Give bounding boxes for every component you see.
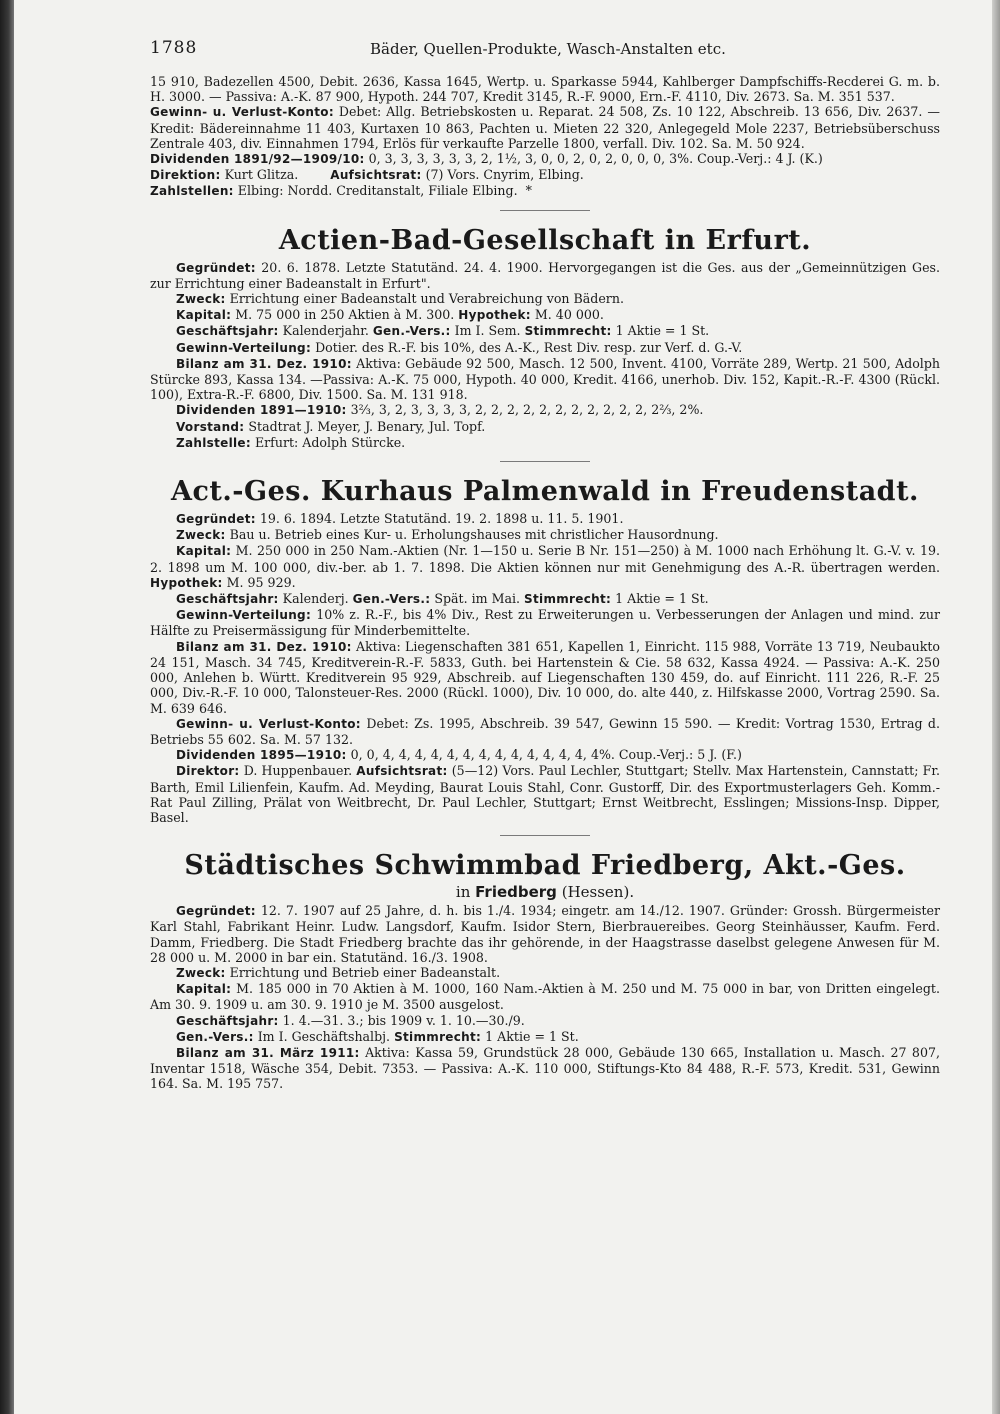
freudenstadt-profit-loss: Gewinn- u. Verlust-Konto: Debet: Zs. 1995, Abschreib. 39 547, Gewinn 15 590. — Kredit: Vortrag 1530, Ertrag d. Betriebs 55 602. Sa. M. 57 132. — [150, 715, 941, 747]
company-title-friedberg: Städtisches Schwimmbad Friedberg, Akt.-Ges. — [184, 850, 906, 882]
book-binding-edge — [0, 0, 14, 1414]
section-freudenstadt — [150, 476, 940, 825]
intro-balance-text: 15 910, Badezellen 4500, Debit. 2636, Kassa 1645, Wertp. u. Sparkasse 5944, Kahlberger Dampfschiffs-Recderei G. m. b. H. 3000. — Passiva: A.-K. 87 900, Hypoth. 244 707, Kredit 3145, R.-F. 9000, Ern.-F. 4110, Div. 2673. Sa. M. 351 537. — [150, 74, 940, 105]
friedberg-capital: Kapital: M. 185 000 in 70 Aktien à M. 1000, 160 Nam.-Aktien à M. 250 und M. 75 000 in bar, von Dritten eingelegt. Am 30. 9. 1909 u. am 30. 9. 1910 je M. 3500 ausgelost. — [150, 981, 940, 1013]
erfurt-dividends: Dividenden 1891—1910: 3⅔, 3, 2, 3, 3, 3, 3, 2, 2, 2, 2, 2, 2, 2, 2, 2, 2, 2, 2⅔, 2%. — [176, 402, 704, 418]
section-erfurt — [150, 225, 940, 451]
intro-profit-loss: Gewinn- u. Verlust-Konto: Debet: Allg. Betriebskosten u. Reparat. 24 508, Zs. 10 122, Abschreib. 13 656, Div. 2637. — Kredit: Bädereinnahme 11 403, Kurtaxen 10 863, Pachten u. Mieten 22 320, Anlegegeld Mole 2237, Betriebsüberschuss Zentrale 403, div. Einnahmen 1794, Erlös für verkaufte Parzelle 1800, verfall. Div. 102. Sa. M. 50 924. — [150, 104, 940, 151]
intro-paying-agents: Zahlstellen: Elbing: Nordd. Creditanstalt, Filiale Elbing. * — [150, 183, 532, 199]
freudenstadt-profit-distribution: Gewinn-Verteilung: 10% z. R.-F., bis 4% Div., Rest zu Erweiterungen u. Verbesserungen der Anlagen und mind. zur Hälfte zu Preisermässigung für Minderbemittelte. — [150, 607, 940, 639]
section-friedberg — [150, 850, 940, 1091]
erfurt-paying-agent: Zahlstelle: Erfurt: Adolph Stürcke. — [176, 434, 406, 450]
erfurt-fiscal-year: Geschäftsjahr: Kalenderjahr. Gen.-Vers.: Im I. Sem. Stimmrecht: 1 Aktie = 1 St. — [176, 323, 710, 339]
erfurt-founded: Gegründet: 20. 6. 1878. Letzte Statutänd. 24. 4. 1900. Hervorgegangen ist die Ges. aus der „Gemeinnützigen Ges. zur Errichtung einer Badeanstalt in Erfurt". — [150, 259, 940, 291]
section-divider — [500, 835, 590, 836]
erfurt-balance: Bilanz am 31. Dez. 1910: Aktiva: Gebäude 92 500, Masch. 12 500, Invent. 4100, Vorräte 289, Wertp. 21 500, Adolph Stürcke 893, Kassa 134. —Passiva: A.-K. 75 000, Hypoth. 40 000, Kredit. 4166, unerhob. Div. 152, Kapit.-R.-F. 4300 (Rückl. 100), Extra-R.-F. 6800, Div. 1500. Sa. M. 131 918. — [150, 355, 941, 403]
page-number: 1788 — [150, 38, 198, 58]
intro-dividends: Dividenden 1891/92—1909/10: 0, 3, 3, 3, 3, 3, 3, 2, 1½, 3, 0, 0, 2, 0, 2, 0, 0, 0, 3%. Coup.-Verj.: 4 J. (K.) — [150, 151, 823, 167]
friedberg-general-meeting: Gen.-Vers.: Im I. Geschäftshalbj. Stimmrecht: 1 Aktie = 1 St. — [176, 1028, 579, 1044]
page-content — [150, 74, 940, 1092]
freudenstadt-capital: Kapital: M. 250 000 in 250 Nam.-Aktien (Nr. 1—150 u. Serie B Nr. 151—250) à M. 1000 nach Erhöhung lt. G.-V. v. 19. 2. 1898 um M. 100 000, div.-ber. ab 1. 7. 1898. Die Aktien können nur mit Genehmigung des A.-R. übertragen werden. Hypothek: M. 95 929. — [150, 543, 940, 590]
freudenstadt-purpose: Zweck: Bau u. Betrieb eines Kur- u. Erholungshauses mit christlicher Hausordnung. — [176, 527, 719, 543]
intro-direction: Direktion: Kurt Glitza. Aufsichtsrat: (7) Vors. Cnyrim, Elbing. — [150, 167, 584, 183]
running-head: Bäder, Quellen-Produkte, Wasch-Anstalten etc. — [370, 40, 726, 58]
erfurt-capital: Kapital: M. 75 000 in 250 Aktien à M. 300. Hypothek: M. 40 000. — [176, 307, 604, 323]
friedberg-founded: Gegründet: 12. 7. 1907 auf 25 Jahre, d. h. bis 1./4. 1934; eingetr. am 14./12. 1907. Gründer: Grossh. Bürgermeister Karl Stahl, Fabrikant Heinr. Ludw. Langsdorf, Kaufm. Isidor Stern, Bierbrauereibes. Georg Steinhäusser, Kaufm. Ferd. Damm, Friedberg. Die Stadt Friedberg brachte das ihr gehörende, in der Haagstrasse daselbst gelegene Anwesen für M. 28 000 u. M. 2000 in bar ein. Statutänd. 16./3. 1908. — [150, 903, 940, 965]
erfurt-board: Vorstand: Stadtrat J. Meyer, J. Benary, Jul. Topf. — [176, 418, 486, 434]
freudenstadt-management: Direktor: D. Huppenbauer. Aufsichtsrat: (5—12) Vors. Paul Lechler, Stuttgart; Stellv. Max Hartenstein, Cannstatt; Fr. Barth, Emil Lilienfein, Kaufm. Ad. Meyding, Baurat Louis Stahl, Conr. Gustorff, Dir. des Exportmusterlagers Geh. Komm.-Rat Paul Zilling, Prälat von Weitbrecht, Dr. Paul Lechler, Stuttgart; Ernst Weitbrecht, Esslingen; Missions-Insp. Dipper, Basel. — [150, 763, 940, 825]
page-header — [140, 38, 940, 62]
friedberg-fiscal-year: Geschäftsjahr: 1. 4.—31. 3.; bis 1909 v. 1. 10.—30./9. — [176, 1012, 525, 1028]
erfurt-purpose: Zweck: Errichtung einer Badeanstalt und Verabreichung von Bädern. — [176, 291, 624, 307]
erfurt-profit-distribution: Gewinn-Verteilung: Dotier. des R.-F. bis 10%, des A.-K., Rest Div. resp. zur Verf. d. G.-V. — [176, 339, 743, 355]
section-divider — [500, 210, 590, 211]
friedberg-balance: Bilanz am 31. März 1911: Aktiva: Kassa 59, Grundstück 28 000, Gebäude 130 665, Installation u. Masch. 27 807, Inventar 1518, Wäsche 354, Debit. 7353. — Passiva: A.-K. 110 000, Stiftungs-Kto 84 488, R.-F. 573, Kredit. 531, Gewinn 164. Sa. M. 195 757. — [150, 1044, 940, 1092]
friedberg-purpose: Zweck: Errichtung und Betrieb einer Badeanstalt. — [176, 964, 501, 980]
freudenstadt-fiscal-year: Geschäftsjahr: Kalenderj. Gen.-Vers.: Spät. im Mai. Stimmrecht: 1 Aktie = 1 St. — [176, 591, 709, 607]
freudenstadt-dividends: Dividenden 1895—1910: 0, 0, 4, 4, 4, 4, 4, 4, 4, 4, 4, 4, 4, 4, 4, 4%. Coup.-Verj.: 5 J. (F.) — [176, 747, 742, 763]
company-title-erfurt: Actien-Bad-Gesellschaft in Erfurt. — [278, 224, 812, 256]
section-continuation — [150, 74, 940, 200]
freudenstadt-founded: Gegründet: 19. 6. 1894. Letzte Statutänd. 19. 2. 1898 u. 11. 5. 1901. — [176, 511, 624, 527]
freudenstadt-balance: Bilanz am 31. Dez. 1910: Aktiva: Liegenschaften 381 651, Kapellen 1, Einricht. 115 988, Vorräte 13 719, Neubaukto 24 151, Masch. 34 745, Kreditverein-R.-F. 5833, Guth. bei Hartenstein & Cie. 58 632, Kassa 4924. — Passiva: A.-K. 250 000, Anlehen b. Württ. Kreditverein 95 929, Abschreib. auf Liegenschaften 130 459, do. auf Einricht. 111 226, R.-F. 25 000, Div.-R.-F. 10 000, Talonsteuer-Res. 2000 (Rückl. 1000), Div. 10 000, do. alte 440, z. Hilfskasse 2000, Vortrag 2590. Sa. M. 639 646. — [150, 638, 941, 716]
next-page-edge — [992, 0, 1000, 1414]
company-location-friedberg: in Friedberg (Hessen). — [455, 883, 635, 902]
section-divider — [500, 461, 590, 462]
company-title-freudenstadt: Act.-Ges. Kurhaus Palmenwald in Freudenstadt. — [171, 476, 919, 508]
